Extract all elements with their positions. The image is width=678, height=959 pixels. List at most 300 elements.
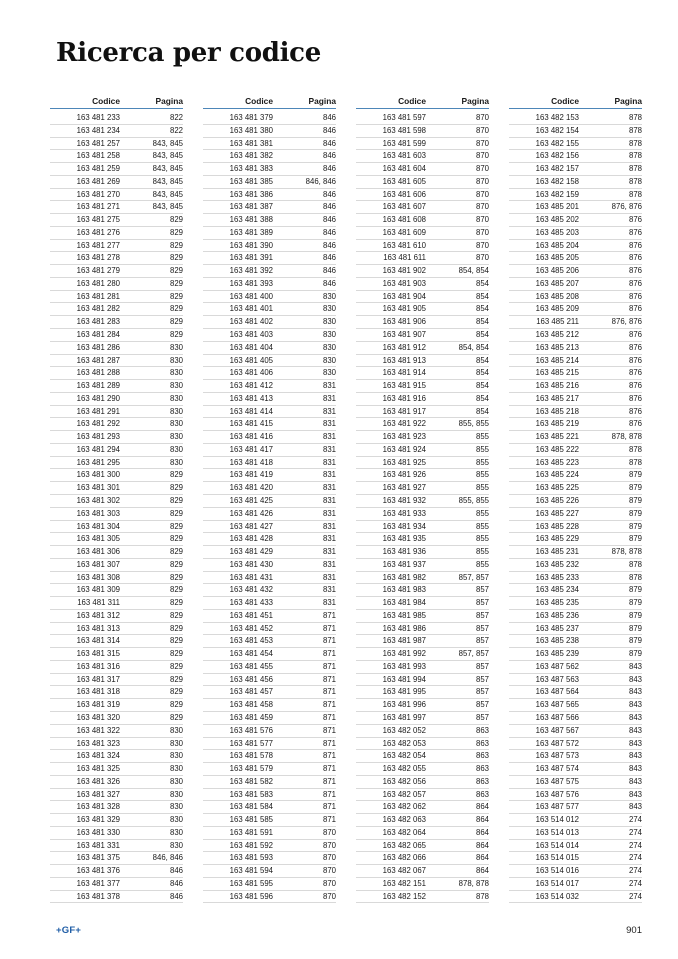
table-row [50, 329, 183, 342]
product-code: 163 481 417 [229, 444, 273, 454]
table-row [203, 495, 336, 508]
product-code: 163 481 932 [382, 495, 426, 505]
product-code: 163 514 014 [535, 840, 579, 850]
table-row [50, 495, 183, 508]
table-row [50, 623, 183, 636]
product-code: 163 481 459 [229, 712, 273, 722]
table-row [509, 738, 642, 751]
product-code: 163 481 594 [229, 866, 273, 876]
table-row [356, 303, 489, 316]
table-row [50, 176, 183, 189]
table-row [356, 150, 489, 163]
table-row [356, 750, 489, 763]
product-code: 163 481 391 [229, 253, 273, 263]
page-reference: 829 [169, 674, 183, 684]
table-row [50, 265, 183, 278]
page-reference: 870 [322, 878, 336, 888]
product-code: 163 481 323 [76, 738, 120, 748]
table-row [509, 852, 642, 865]
product-code: 163 482 153 [535, 113, 579, 122]
product-code: 163 481 579 [229, 764, 273, 774]
product-code: 163 481 982 [382, 572, 426, 582]
page-reference: 830 [169, 802, 183, 812]
page-reference: 843 [628, 738, 642, 748]
table-row [509, 495, 642, 508]
page-reference: 831 [322, 393, 336, 403]
page-reference: 829 [169, 304, 183, 314]
product-code: 163 481 386 [229, 189, 273, 199]
table-row [509, 431, 642, 444]
page-reference: 876 [628, 342, 642, 352]
product-code: 163 485 227 [535, 508, 579, 518]
table-row [509, 559, 642, 572]
page-reference: 870 [475, 113, 489, 122]
page-reference: 870 [475, 151, 489, 161]
table-row [50, 801, 183, 814]
page-reference: 857 [475, 598, 489, 608]
product-code: 163 481 294 [76, 444, 120, 454]
product-code: 163 481 431 [229, 572, 273, 582]
table-row [509, 380, 642, 393]
table-row [509, 508, 642, 521]
product-code: 163 482 067 [382, 866, 426, 876]
product-code: 163 481 307 [76, 559, 120, 569]
table-row [50, 457, 183, 470]
page-reference: 831 [322, 419, 336, 429]
product-code: 163 481 582 [229, 776, 273, 786]
table-row [509, 265, 642, 278]
table-row [509, 125, 642, 138]
page-reference: 855 [475, 559, 489, 569]
table-row [356, 789, 489, 802]
product-code: 163 485 231 [535, 547, 579, 557]
table-row [203, 418, 336, 431]
product-code: 163 481 597 [382, 113, 426, 122]
page-reference: 876 [628, 240, 642, 250]
page-reference: 876 [628, 381, 642, 391]
table-row [509, 661, 642, 674]
product-code: 163 481 316 [76, 661, 120, 671]
product-code: 163 514 017 [535, 878, 579, 888]
table-row [203, 559, 336, 572]
table-row [509, 469, 642, 482]
gf-logo: +GF+ [56, 925, 82, 936]
table-row [509, 316, 642, 329]
table-row [356, 112, 489, 125]
table-row [203, 227, 336, 240]
page-reference: 830 [322, 368, 336, 378]
table-row [356, 342, 489, 355]
page-reference: 857 [475, 661, 489, 671]
product-code: 163 481 905 [382, 304, 426, 314]
product-code: 163 487 574 [535, 764, 579, 774]
product-code: 163 481 992 [382, 649, 426, 659]
table-row [203, 393, 336, 406]
table-row [509, 176, 642, 189]
page-reference: 830 [169, 725, 183, 735]
page-reference: 878 [628, 151, 642, 161]
table-row [50, 865, 183, 878]
product-code: 163 481 907 [382, 330, 426, 340]
product-code: 163 485 202 [535, 215, 579, 225]
table-row [50, 252, 183, 265]
page-reference: 829 [169, 572, 183, 582]
page-reference: 846 [322, 189, 336, 199]
table-row [50, 291, 183, 304]
product-code: 163 487 564 [535, 687, 579, 697]
code-header: Codice [92, 96, 120, 106]
product-code: 163 487 563 [535, 674, 579, 684]
page-reference: 843 [628, 725, 642, 735]
product-code: 163 485 216 [535, 381, 579, 391]
page-reference: 855 [475, 483, 489, 493]
table-row [509, 635, 642, 648]
table-row [356, 214, 489, 227]
page-reference: 854 [475, 304, 489, 314]
product-code: 163 481 290 [76, 393, 120, 403]
page-reference: 871 [322, 674, 336, 684]
table-row [50, 674, 183, 687]
product-code: 163 485 211 [536, 317, 579, 327]
table-row [50, 125, 183, 138]
table-row [50, 559, 183, 572]
page-reference: 870 [475, 176, 489, 186]
table-row [50, 393, 183, 406]
page-reference: 870 [322, 827, 336, 837]
product-code: 163 481 412 [229, 381, 273, 391]
table-row [509, 189, 642, 202]
product-code: 163 482 062 [382, 802, 426, 812]
page-reference: 843 [628, 802, 642, 812]
product-code: 163 485 222 [535, 444, 579, 454]
page-reference: 843 [628, 661, 642, 671]
product-code: 163 481 324 [76, 751, 120, 761]
page-reference: 843, 845 [152, 138, 183, 148]
product-code: 163 481 584 [229, 802, 273, 812]
table-row [509, 686, 642, 699]
product-code: 163 481 259 [76, 164, 120, 174]
page-reference: 879 [628, 470, 642, 480]
page-reference: 855, 855 [458, 419, 489, 429]
product-code: 163 481 404 [229, 342, 273, 352]
table-row [203, 852, 336, 865]
product-code: 163 481 425 [229, 495, 273, 505]
table-row [203, 584, 336, 597]
table-row [203, 380, 336, 393]
page-reference: 857 [475, 700, 489, 710]
page-reference: 274 [628, 853, 642, 863]
table-row [356, 189, 489, 202]
product-code: 163 481 456 [229, 674, 273, 684]
product-code: 163 485 238 [535, 636, 579, 646]
product-code: 163 481 591 [229, 827, 273, 837]
product-code: 163 481 311 [77, 598, 120, 608]
table-row [509, 648, 642, 661]
product-code: 163 485 235 [535, 598, 579, 608]
page-title: Ricerca per codice [56, 38, 321, 68]
table-row [356, 316, 489, 329]
product-code: 163 481 295 [76, 457, 120, 467]
table-row [356, 431, 489, 444]
page-reference: 830 [169, 393, 183, 403]
page-reference: 846 [322, 113, 336, 122]
product-code: 163 481 305 [76, 534, 120, 544]
table-row [356, 648, 489, 661]
page-reference: 879 [628, 585, 642, 595]
table-row [50, 214, 183, 227]
product-code: 163 482 151 [382, 878, 426, 888]
page-reference: 863 [475, 751, 489, 761]
page-reference: 829 [169, 636, 183, 646]
table-row [203, 699, 336, 712]
page-reference: 846, 846 [152, 853, 183, 863]
page-reference: 876 [628, 304, 642, 314]
table-row [356, 878, 489, 891]
table-row [50, 316, 183, 329]
product-code: 163 485 214 [535, 355, 579, 365]
product-code: 163 481 291 [76, 406, 120, 416]
page-reference: 879 [628, 649, 642, 659]
table-row [356, 495, 489, 508]
table-row [203, 533, 336, 546]
page-reference: 274 [628, 827, 642, 837]
page-reference: 274 [628, 815, 642, 825]
table-row [356, 227, 489, 240]
table-row [509, 150, 642, 163]
table-row [203, 572, 336, 585]
table-row [356, 725, 489, 738]
page-reference: 878, 878 [458, 878, 489, 888]
table-row [356, 865, 489, 878]
table-row [203, 469, 336, 482]
product-code: 163 481 993 [382, 661, 426, 671]
table-row [50, 533, 183, 546]
page-reference: 876 [628, 278, 642, 288]
product-code: 163 481 385 [229, 176, 273, 186]
table-row [509, 227, 642, 240]
product-code: 163 485 217 [535, 393, 579, 403]
product-code: 163 481 415 [229, 419, 273, 429]
page-reference: 855 [475, 534, 489, 544]
table-row [356, 252, 489, 265]
page-reference: 879 [628, 483, 642, 493]
table-row [356, 533, 489, 546]
page-reference: 831 [322, 483, 336, 493]
page-reference: 831 [322, 521, 336, 531]
product-code: 163 481 301 [76, 483, 120, 493]
page-reference: 831 [322, 547, 336, 557]
table-row [509, 303, 642, 316]
product-code: 163 481 451 [229, 610, 273, 620]
table-row [509, 776, 642, 789]
page-reference: 854, 854 [458, 266, 489, 276]
product-code: 163 481 609 [382, 227, 426, 237]
table-row [50, 150, 183, 163]
page-reference: 843 [628, 776, 642, 786]
table-row [356, 291, 489, 304]
table-row [50, 112, 183, 125]
table-row [50, 227, 183, 240]
page-reference: 871 [322, 687, 336, 697]
product-code: 163 481 924 [382, 444, 426, 454]
product-code: 163 485 236 [535, 610, 579, 620]
page-reference: 855 [475, 444, 489, 454]
table-row [203, 201, 336, 214]
product-code: 163 481 271 [76, 202, 120, 212]
product-code: 163 481 906 [382, 317, 426, 327]
page-reference: 864 [475, 815, 489, 825]
product-code: 163 481 936 [382, 547, 426, 557]
product-code: 163 482 056 [382, 776, 426, 786]
table-row [509, 342, 642, 355]
table-row [50, 699, 183, 712]
product-code: 163 481 406 [229, 368, 273, 378]
product-code: 163 485 239 [535, 649, 579, 659]
product-code: 163 487 562 [535, 661, 579, 671]
page-reference: 843 [628, 687, 642, 697]
page-reference: 829 [169, 598, 183, 608]
product-code: 163 481 914 [382, 368, 426, 378]
page-reference: 876 [628, 227, 642, 237]
product-code: 163 481 912 [382, 342, 426, 352]
table-row [203, 623, 336, 636]
table-row [509, 699, 642, 712]
table-row [50, 469, 183, 482]
table-row [356, 584, 489, 597]
table-row [50, 712, 183, 725]
page-reference: 846 [322, 240, 336, 250]
product-code: 163 487 572 [535, 738, 579, 748]
product-code: 163 481 577 [229, 738, 273, 748]
page-reference: 829 [169, 700, 183, 710]
table-row [50, 406, 183, 419]
product-code: 163 481 293 [76, 432, 120, 442]
product-code: 163 481 427 [229, 521, 273, 531]
product-code: 163 482 066 [382, 853, 426, 863]
table-row [356, 418, 489, 431]
page-reference: 876, 876 [611, 202, 642, 212]
product-code: 163 481 428 [229, 534, 273, 544]
product-code: 163 481 405 [229, 355, 273, 365]
product-code: 163 481 925 [382, 457, 426, 467]
product-code: 163 482 052 [382, 725, 426, 735]
product-code: 163 485 218 [535, 406, 579, 416]
page-reference: 830 [322, 291, 336, 301]
product-code: 163 481 984 [382, 598, 426, 608]
page-reference: 863 [475, 725, 489, 735]
product-code: 163 481 380 [229, 125, 273, 135]
page-reference: 829 [169, 495, 183, 505]
product-code: 163 481 599 [382, 138, 426, 148]
page-reference: 857 [475, 623, 489, 633]
product-code: 163 481 280 [76, 278, 120, 288]
table-row [356, 163, 489, 176]
table-row [50, 342, 183, 355]
page-reference: 879 [628, 610, 642, 620]
table-row [356, 699, 489, 712]
product-code: 163 482 155 [535, 138, 579, 148]
table-row [509, 725, 642, 738]
table-row [509, 329, 642, 342]
table-row [50, 661, 183, 674]
table-row [203, 342, 336, 355]
product-code: 163 481 389 [229, 227, 273, 237]
page-reference: 863 [475, 776, 489, 786]
table-row [50, 444, 183, 457]
table-row [50, 827, 183, 840]
page-reference: 843 [628, 751, 642, 761]
table-row [509, 789, 642, 802]
product-code: 163 482 154 [535, 125, 579, 135]
page-reference: 854 [475, 278, 489, 288]
product-code: 163 481 278 [76, 253, 120, 263]
product-code: 163 481 904 [382, 291, 426, 301]
product-code: 163 481 318 [76, 687, 120, 697]
table-row [203, 163, 336, 176]
page-reference: 870 [475, 227, 489, 237]
table-row [203, 725, 336, 738]
code-header: Codice [398, 96, 426, 106]
page-reference: 829 [169, 623, 183, 633]
table-row [203, 214, 336, 227]
table-row [509, 112, 642, 125]
table-row [50, 648, 183, 661]
page-reference: 855 [475, 432, 489, 442]
product-code: 163 481 927 [382, 483, 426, 493]
page-reference: 864 [475, 866, 489, 876]
table-row [356, 469, 489, 482]
page-reference: 878 [628, 176, 642, 186]
product-code: 163 481 453 [229, 636, 273, 646]
table-row [203, 597, 336, 610]
page-reference: 878 [475, 891, 489, 901]
product-code: 163 482 055 [382, 764, 426, 774]
table-row [203, 150, 336, 163]
table-row [203, 789, 336, 802]
page-reference: 830 [169, 432, 183, 442]
table-row [356, 686, 489, 699]
page-reference: 876 [628, 330, 642, 340]
page-reference: 831 [322, 444, 336, 454]
table-row [356, 521, 489, 534]
product-code: 163 481 455 [229, 661, 273, 671]
product-code: 163 485 225 [535, 483, 579, 493]
table-row [203, 661, 336, 674]
page-reference: 846 [322, 227, 336, 237]
table-row [356, 763, 489, 776]
product-code: 163 481 458 [229, 700, 273, 710]
product-code: 163 481 583 [229, 789, 273, 799]
table-row [509, 533, 642, 546]
product-code: 163 481 303 [76, 508, 120, 518]
table-row [203, 878, 336, 891]
page-reference: 870 [475, 164, 489, 174]
product-code: 163 481 429 [229, 547, 273, 557]
product-code: 163 485 234 [535, 585, 579, 595]
product-code: 163 487 575 [535, 776, 579, 786]
page-reference: 864 [475, 853, 489, 863]
table-row [509, 201, 642, 214]
page-reference: 830 [322, 355, 336, 365]
table-row [356, 801, 489, 814]
page-reference: 830 [169, 342, 183, 352]
table-row [50, 725, 183, 738]
product-code: 163 481 605 [382, 176, 426, 186]
page-reference: 274 [628, 891, 642, 901]
table-row [50, 750, 183, 763]
product-code: 163 481 286 [76, 342, 120, 352]
page-reference: 870 [475, 202, 489, 212]
